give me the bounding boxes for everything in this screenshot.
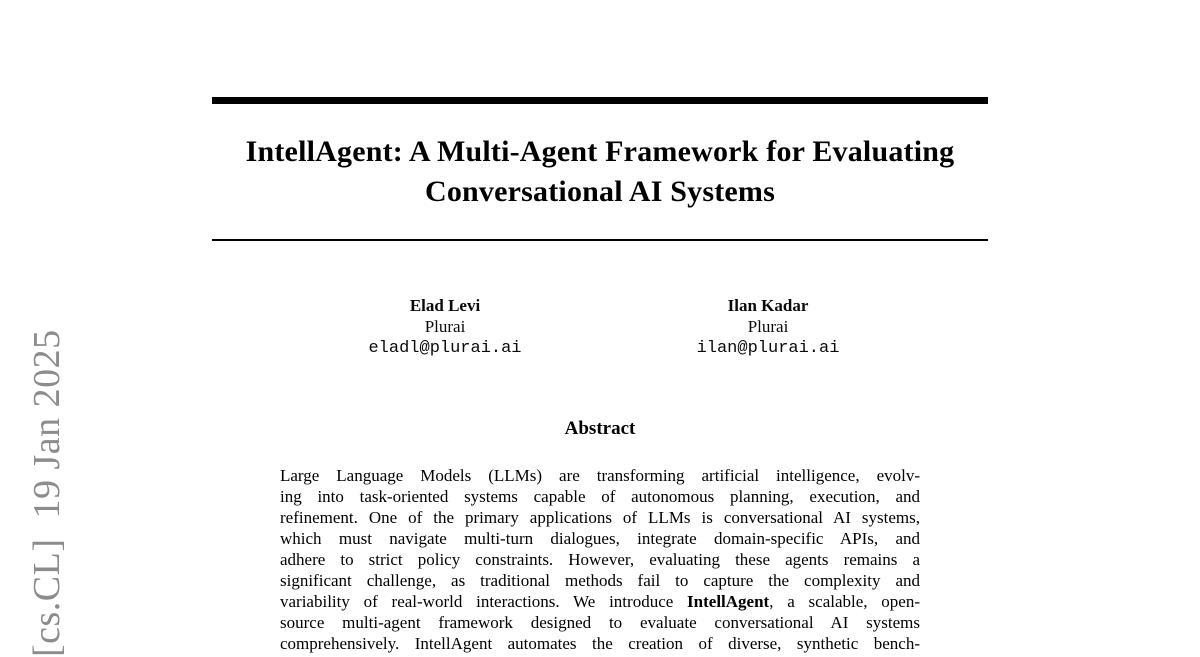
abstract-line: which must navigate multi-turn dialogues, integrate domain-specific APIs, and [280,529,920,548]
paper-title-line-2: Conversational AI Systems [424,175,775,208]
author-block [225,296,988,360]
paper-page [212,97,988,654]
title-rule-bottom [212,239,988,241]
abstract-line: significant challenge, as traditional methods fail to capture the complexity and [280,571,920,590]
author-1-email: eladl@plurai.ai [368,339,522,358]
author-2-affiliation: Plurai [747,317,789,336]
abstract-line: refinement. One of the primary applications of LLMs is conversational AI systems, [280,508,920,527]
abstract-section [280,417,920,654]
author-2 [683,296,853,360]
author-1-affiliation: Plurai [424,317,466,336]
author-2-email: ilan@plurai.ai [696,339,840,358]
author-1-name: Elad Levi [409,296,481,315]
abstract-body [280,465,920,654]
title-rule-top [212,97,988,104]
arxiv-watermark: [cs.CL] 19 Jan 2025 [26,329,68,657]
abstract-line: source multi-agent framework designed to evaluate conversational AI systems [280,613,920,632]
abstract-line: ing into task-oriented systems capable of autonomous planning, execution, and [280,487,920,506]
abstract-heading: Abstract [564,418,636,439]
abstract-line: comprehensively. IntellAgent automates the creation of diverse, synthetic bench- [280,634,920,653]
abstract-line: Large Language Models (LLMs) are transforming artificial intelligence, evolv- [280,466,920,485]
abstract-line: variability of real-world interactions. We introduce IntellAgent, a scalable, open- [280,592,920,611]
paper-title-line-1: IntellAgent: A Multi-Agent Framework for Evaluating [245,135,955,168]
author-2-name: Ilan Kadar [727,296,809,315]
author-1 [360,296,530,360]
abstract-line: adhere to strict policy constraints. However, evaluating these agents remains a [280,550,920,569]
paper-title [212,132,988,212]
